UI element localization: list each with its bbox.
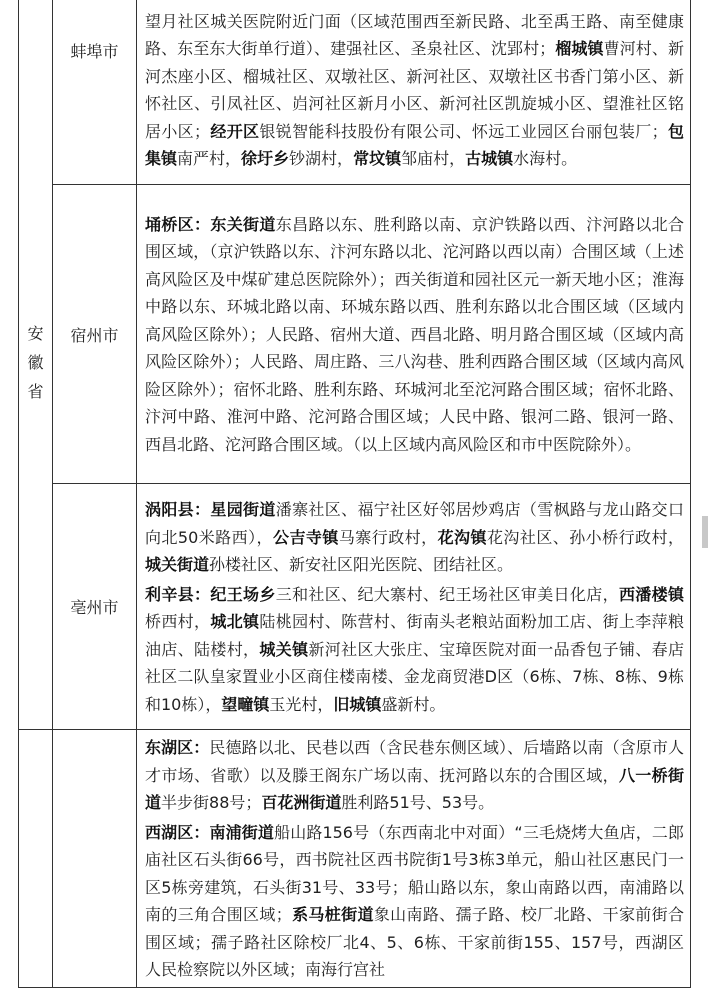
area-text: 水海村。 bbox=[513, 149, 578, 168]
district-label: 经开区 bbox=[210, 121, 260, 141]
province-char: 安 bbox=[27, 323, 44, 343]
area-text: 半步街88号； bbox=[161, 793, 262, 812]
area-text: 新河社区大张庄、宝璋医院对面一品香包子铺、春店社区二队皇家置业小区商住楼南楼、金龙商贸港D区（6栋、7栋、8栋、9栋和10栋）， bbox=[145, 639, 684, 714]
district-label: 利辛县： bbox=[145, 584, 211, 604]
district-label: 公吉寺镇 bbox=[273, 527, 339, 547]
city-name: 蚌埠市 bbox=[70, 42, 119, 61]
table-row bbox=[19, 484, 691, 730]
area-text: 潘寨社区、福宁社区好邻居炒鸡店（雪枫路与龙山路交口向北50米路西）， bbox=[145, 500, 684, 547]
area-paragraph bbox=[145, 581, 684, 719]
risk-area-table bbox=[18, 0, 691, 988]
area-text: 钞湖村， bbox=[289, 149, 354, 168]
area-text: 望月社区城关医院附近门面（区域范围西至新民路、北至禹王路、南至健康路、东至东大街单行道）、建强社区、圣泉社区、沈郢村； bbox=[145, 11, 684, 58]
district-label: 南浦街道 bbox=[209, 822, 275, 842]
district-label: 东湖区： bbox=[145, 738, 210, 757]
area-text: 陆桃园村、陈营村、街南头老粮站面粉加工店、街上李萍粮油店、陆楼村， bbox=[145, 612, 684, 659]
district-label: 旧城镇 bbox=[333, 694, 382, 714]
area-text: 南严村， bbox=[177, 149, 242, 168]
district-label: 常坟镇 bbox=[353, 149, 402, 168]
area-text: 邹庙村， bbox=[401, 149, 466, 168]
city-name: 宿州市 bbox=[70, 325, 119, 345]
area-paragraph bbox=[145, 211, 684, 459]
province-cell bbox=[19, 730, 53, 988]
district-label: 徐圩乡 bbox=[241, 149, 290, 168]
area-text: 东昌路以东、胜利路以南、京沪铁路以西、汴河路以北合围区域，（京沪铁路以东、汴河东路以北、沱河路以西以南）合围区域（上述高风险区及中煤矿建总医院除外）；西关街道和园社区元一新天地小区；淮海中路以东、环城北路以南、环城东路以西、胜利东路以北合围区域（区域内高风险区除外）；人民路、宿州大道、西昌北路、明月路合围区域（区域内高风险区除外）；人民路、周庄路、三八沟巷、胜利西路合围区域（区域内高风险区除外）；宿怀北路、胜利东路、环城河北至沱河路合围区域；宿怀北路、汴河中路、淮河中路、沱河路合围区域；人民中路、银河二路、银河一路、西昌北路、沱河路合围区域。（以上区域内高风险区和市中医院除外）。 bbox=[145, 214, 684, 454]
area-paragraph bbox=[145, 819, 684, 984]
city-cell bbox=[53, 185, 137, 484]
district-label: 城关街道 bbox=[145, 555, 210, 574]
city-name: 亳州市 bbox=[70, 598, 119, 617]
scrollbar-thumb[interactable] bbox=[702, 516, 708, 548]
area-text: 马寨行政村， bbox=[338, 527, 438, 547]
area-text: 盛新村。 bbox=[381, 694, 446, 714]
district-label: 望疃镇 bbox=[221, 694, 270, 714]
table-row bbox=[19, 0, 691, 185]
district-label: 包集镇 bbox=[145, 121, 684, 168]
district-label: 八一桥街道 bbox=[145, 765, 684, 812]
district-label: 埇桥区：东关街道 bbox=[145, 214, 276, 234]
area-text: 玉光村， bbox=[269, 694, 334, 714]
district-label: 星园街道 bbox=[210, 500, 276, 519]
area-text: 胜利路51号、53号。 bbox=[341, 793, 495, 812]
district-label: 古城镇 bbox=[465, 149, 514, 168]
area-paragraph bbox=[145, 734, 684, 817]
province-char: 省 bbox=[27, 381, 44, 401]
area-text: 曹河村、新河杰座小区、榴城社区、双墩社区、新河社区、双墩社区书香门第小区、新怀社区、引凤社区、岿河社区新月小区、新河社区凯旋城小区、望淮社区铭居小区； bbox=[145, 39, 684, 141]
district-label: 城关镇 bbox=[259, 639, 309, 659]
area-text: 孙楼社区、新安社区阳光医院、团结社区。 bbox=[209, 555, 514, 574]
district-label: 榴城镇 bbox=[555, 39, 604, 58]
district-label: 城北镇 bbox=[210, 612, 260, 631]
district-label: 系马桩街道 bbox=[291, 905, 374, 924]
area-text: 民德路以北、民巷以西（含民巷东侧区域）、后墙路以南（含原市人才市场、省歌）以及滕王阁东广场以南、抚河路以东的合围区域， bbox=[145, 738, 684, 785]
district-label: 西湖区： bbox=[145, 822, 210, 842]
area-cell bbox=[137, 730, 691, 988]
area-text: 银锐智能科技股份有限公司、怀远工业园区台丽包装厂； bbox=[259, 121, 668, 141]
district-label: 百花洲街道 bbox=[261, 793, 342, 812]
city-cell bbox=[53, 484, 137, 730]
city-cell bbox=[53, 0, 137, 185]
area-cell bbox=[137, 0, 691, 185]
city-cell bbox=[53, 730, 137, 988]
area-cell bbox=[137, 185, 691, 484]
area-text: 花沟社区、孙小桥行政村， bbox=[486, 527, 684, 547]
district-label: 涡阳县： bbox=[145, 500, 211, 519]
table-row bbox=[19, 730, 691, 988]
district-label: 纪王场乡 bbox=[210, 584, 276, 604]
area-text: 象山南路、孺子路、校厂北路、干家前街合围区域；孺子路社区除校厂北4、5、6栋、干家前街155、157号，西湖区人民检察院以外区域；南海行宫社 bbox=[145, 905, 684, 979]
area-paragraph bbox=[145, 496, 684, 579]
area-text: 桥西村， bbox=[145, 612, 211, 631]
area-text: 三和社区、纪大寨村、纪王场社区审美日化店， bbox=[275, 584, 619, 604]
province-cell bbox=[19, 0, 53, 730]
province-char: 徽 bbox=[27, 352, 44, 372]
area-text: 船山路156号（东西南北中对面）“三毛烧烤大鱼店，二郎庙社区石头街66号，西书院社区西书院街1号3栋3单元，船山社区惠民门一区5栋旁建筑，石头街31号、33号；船山路以东，象山南路以西，南浦路以南的三角合围区域； bbox=[145, 822, 684, 924]
area-cell bbox=[137, 484, 691, 730]
area-paragraph bbox=[145, 8, 684, 173]
table-row bbox=[19, 185, 691, 484]
district-label: 花沟镇 bbox=[437, 527, 487, 547]
district-label: 西潘楼镇 bbox=[618, 584, 684, 604]
